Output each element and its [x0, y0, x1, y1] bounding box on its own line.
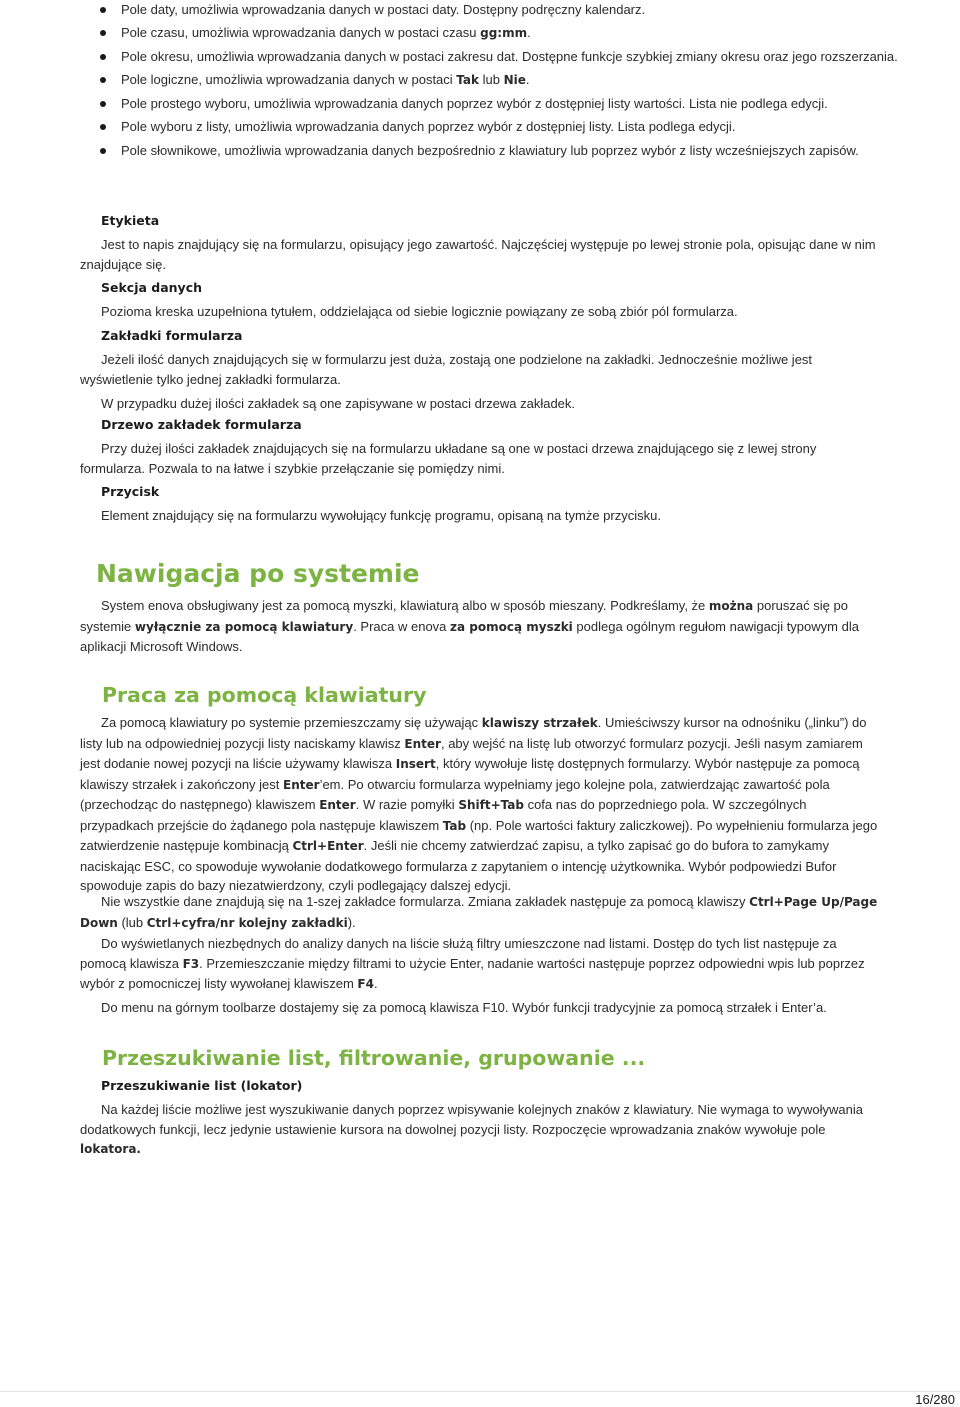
text-run: lub — [479, 72, 504, 88]
text-run: Pole czasu, umożliwia wprowadzania danych w postaci czasu — [121, 25, 481, 41]
text-run: cofa nas do poprzedniego pola. W szczególnych przypadkach przejście do żądanego pola następuje klawiszem — [80, 797, 807, 833]
text-run: Za pomocą klawiatury po systemie przemieszczamy się używając — [101, 715, 482, 730]
paragraph — [80, 892, 880, 933]
definition-text: Pozioma kreska uzupełniona tytułem, oddzielająca od siebie logicznie powiązany ze sobą zbiór pól formularza. — [101, 304, 738, 319]
definition-text: Element znajdujący się na formularzu wywołujący funkcję programu, opisaną na tymże przycisku. — [101, 508, 661, 523]
list-item — [100, 0, 900, 20]
subsection-heading-lokator: Przeszukiwanie list (lokator) — [101, 1078, 303, 1093]
bold-text: Enter — [319, 798, 356, 812]
list-item-text — [121, 119, 735, 134]
bold-text: Tab — [442, 818, 467, 833]
text-run: . Jeśli nie chcemy zatwierdzać zapisu, a tylko zapisać go do bufora to zamykamy naciskając ESC, co spowoduje wywołanie dodatkowego formularza z zapytaniem o intencję użytkownika. Wybór podpowiedzi Bufor spowoduje zapis do bazy niezatwierdzony, czyli podlegający dalszej edycji. — [80, 838, 837, 893]
bullet-icon — [100, 124, 106, 130]
section-heading-nawigacja: Nawigacja po systemie — [96, 559, 420, 588]
text-run: Na każdej liście możliwe jest wyszukiwanie danych poprzez wpisywanie kolejnych znaków z klawiatury. Nie wymaga to wywoływania dodatkowych funkcji, lecz jedynie ustawienie kursora na dowolnej pozycji listy. Rozpoczęcie wprowadzania znaków wywołuje pole — [80, 1102, 864, 1137]
text-run: (np. Pole wartości faktury zaliczkowej). Po wypełnieniu formularza jego zatwierdzenie następuje kombinacją — [80, 817, 878, 853]
definition-term: Sekcja danych — [101, 280, 203, 295]
bold-text: Enter — [283, 777, 320, 792]
list-item-text — [121, 72, 530, 87]
text-run: ’em. Po otwarciu formularza wypełniamy jego kolejne pola, zatwierdzając zawartość pola (przechodząc do następnego) klawiszem — [80, 776, 830, 812]
bold-text: Enter — [404, 736, 441, 751]
footer-divider — [0, 1391, 960, 1392]
bold-text: gg:mm — [480, 26, 528, 41]
list-item — [100, 70, 900, 91]
text-run: (lub — [117, 914, 147, 930]
text-run: Do wyświetlanych niezbędnych do analizy danych na liście służą filtry umieszczone nad listami. Dostęp do tych list następuje za pomocą klawisza — [80, 936, 837, 971]
bullet-icon — [100, 77, 106, 83]
list-item — [100, 141, 900, 161]
list-item-text — [121, 2, 645, 17]
definition-term: Etykieta — [101, 213, 160, 228]
text-run: Pole prostego wyboru, umożliwia wprowadzania danych poprzez wybór z dostępniej listy wartości. Lista nie podlega edycji. — [121, 96, 828, 112]
bold-text: Shift+Tab — [458, 798, 524, 812]
text-run: . W razie pomyłki — [355, 797, 459, 812]
paragraph — [80, 998, 880, 1018]
bold-text: klawiszy strzałek — [481, 716, 598, 730]
section-heading-przeszukiwanie: Przeszukiwanie list, filtrowanie, grupowanie ... — [102, 1046, 646, 1070]
list-item — [100, 94, 900, 114]
text-run: Do menu na górnym toolbarze dostajemy się za pomocą klawisza F10. Wybór funkcji tradycyjnie za pomocą strzałek i Enter’a. — [101, 1000, 827, 1015]
bold-text: F3 — [182, 956, 200, 971]
field-type-list — [100, 0, 900, 164]
definition-drzewo-zakladek — [80, 415, 880, 478]
bullet-icon — [100, 101, 106, 107]
list-item-text — [121, 143, 859, 158]
list-item — [100, 117, 900, 137]
text-run: Pole wyboru z listy, umożliwia wprowadzania danych poprzez wybór z dostępniej listy. Lista podlega edycji. — [121, 119, 736, 135]
section-heading-klawiatura: Praca za pomocą klawiatury — [102, 683, 427, 707]
paragraph — [80, 596, 880, 657]
definition-term: Drzewo zakładek formularza — [101, 417, 302, 432]
text-run: ). — [347, 914, 356, 930]
bold-text: Tak — [456, 73, 480, 88]
bullet-icon — [100, 54, 106, 60]
text-run: Pole okresu, umożliwia wprowadzania danych w postaci zakresu dat. Dostępne funkcje szybkiej zmiany okresu oraz jego rozszerzania. — [121, 49, 898, 65]
text-run: . Praca w enova — [353, 618, 451, 634]
bullet-icon — [100, 7, 106, 13]
text-run: System enova obsługiwany jest za pomocą myszki, klawiaturą albo w sposób mieszany. Podkreślamy, że — [101, 598, 709, 613]
bold-text: F4 — [357, 977, 374, 991]
definition-text: W przypadku dużej ilości zakładek są one zapisywane w postaci drzewa zakładek. — [101, 396, 576, 411]
paragraph — [80, 1100, 880, 1160]
bullet-icon — [100, 30, 106, 36]
text-run: . Przemieszczanie między filtrami to użycie Enter, nadanie wartości następuje poprzez odpowiedni wpis lub poprzez wybór z pomocniczej listy wywołanej klawiszem — [80, 955, 865, 991]
bold-text: Ctrl+Page Up/Page Down — [80, 895, 878, 930]
bold-text: Nie — [503, 73, 526, 88]
text-run: . Umieściwszy kursor na odnośniku („linku”) do listy lub na odpowiedniej pozycji listy naciskamy klawisz — [80, 715, 867, 751]
text-run: podlega ogólnym regułom nawigacji typowym dla aplikacji Microsoft Windows. — [80, 618, 859, 654]
bold-text: za pomocą myszki — [450, 619, 573, 634]
bold-text: lokatora. — [80, 1142, 141, 1156]
list-item — [100, 23, 900, 44]
text-run: poruszać się po systemie — [80, 598, 848, 634]
definition-term: Zakładki formularza — [101, 328, 243, 343]
text-run: . — [527, 25, 531, 41]
paragraph — [80, 713, 880, 896]
text-run: Pole daty, umożliwia wprowadzania danych w postaci daty. Dostępny podręczny kalendarz. — [121, 2, 646, 17]
paragraph — [80, 934, 880, 995]
text-run: Pole logiczne, umożliwia wprowadzania danych w postaci — [121, 72, 457, 88]
text-run: Nie wszystkie dane znajdują się na 1-szej zakładce formularza. Zmiana zakładek następuje za pomocą klawiszy — [101, 894, 750, 909]
definition-sekcja-danych — [80, 278, 880, 322]
bold-text: Insert — [395, 757, 436, 771]
text-run: . — [373, 976, 378, 991]
definition-term: Przycisk — [101, 484, 160, 499]
list-item-text — [121, 49, 898, 64]
definition-text: Przy dużej ilości zakładek znajdujących się na formularzu układane są one w postaci drzewa znajdującego się z lewej strony formularza. Pozwala to na łatwe i szybkie przełączanie się pomiędzy nimi. — [80, 441, 817, 476]
bullet-icon — [100, 148, 106, 154]
page-number: 16/280 — [915, 1392, 955, 1407]
text-run: , aby wejść na listę lub otworzyć formularz pozycji. Jeśli nasym zamiarem jest dodanie nowej pozycji na liście używamy klawisza — [80, 735, 863, 771]
definition-etykieta — [80, 211, 880, 274]
text-run: Pole słownikowe, umożliwia wprowadzania danych bezpośrednio z klawiatury lub poprzez wybór z listy wcześniejszych zapisów. — [121, 142, 859, 158]
text-run: . — [525, 72, 530, 88]
text-run: , który wywołuje listę dostępnych formularzy. Wybór następuje za pomocą klawiszy strzałek i zakończony jest — [80, 756, 860, 792]
bold-text: Ctrl+Enter — [292, 839, 364, 853]
bold-text: można — [708, 599, 754, 613]
definition-text: Jest to napis znajdujący się na formularzu, opisujący jego zawartość. Najczęściej występuje po lewej stronie pola, opisując dane w nim znajdujące się. — [80, 237, 876, 272]
list-item — [100, 47, 900, 67]
list-item-text — [121, 96, 828, 111]
definition-zakladki-formularza — [80, 326, 880, 414]
definition-text: Jeżeli ilość danych znajdujących się w formularzu jest duża, zostają one podzielone na zakładki. Jednocześnie możliwe jest wyświetlenie tylko jednej zakładki formularza. — [80, 352, 813, 387]
list-item-text — [121, 25, 531, 40]
bold-text: wyłącznie za pomocą klawiatury — [134, 619, 354, 634]
bold-text: Ctrl+cyfra/nr kolejny zakładki — [146, 915, 348, 930]
definition-przycisk — [80, 482, 880, 526]
